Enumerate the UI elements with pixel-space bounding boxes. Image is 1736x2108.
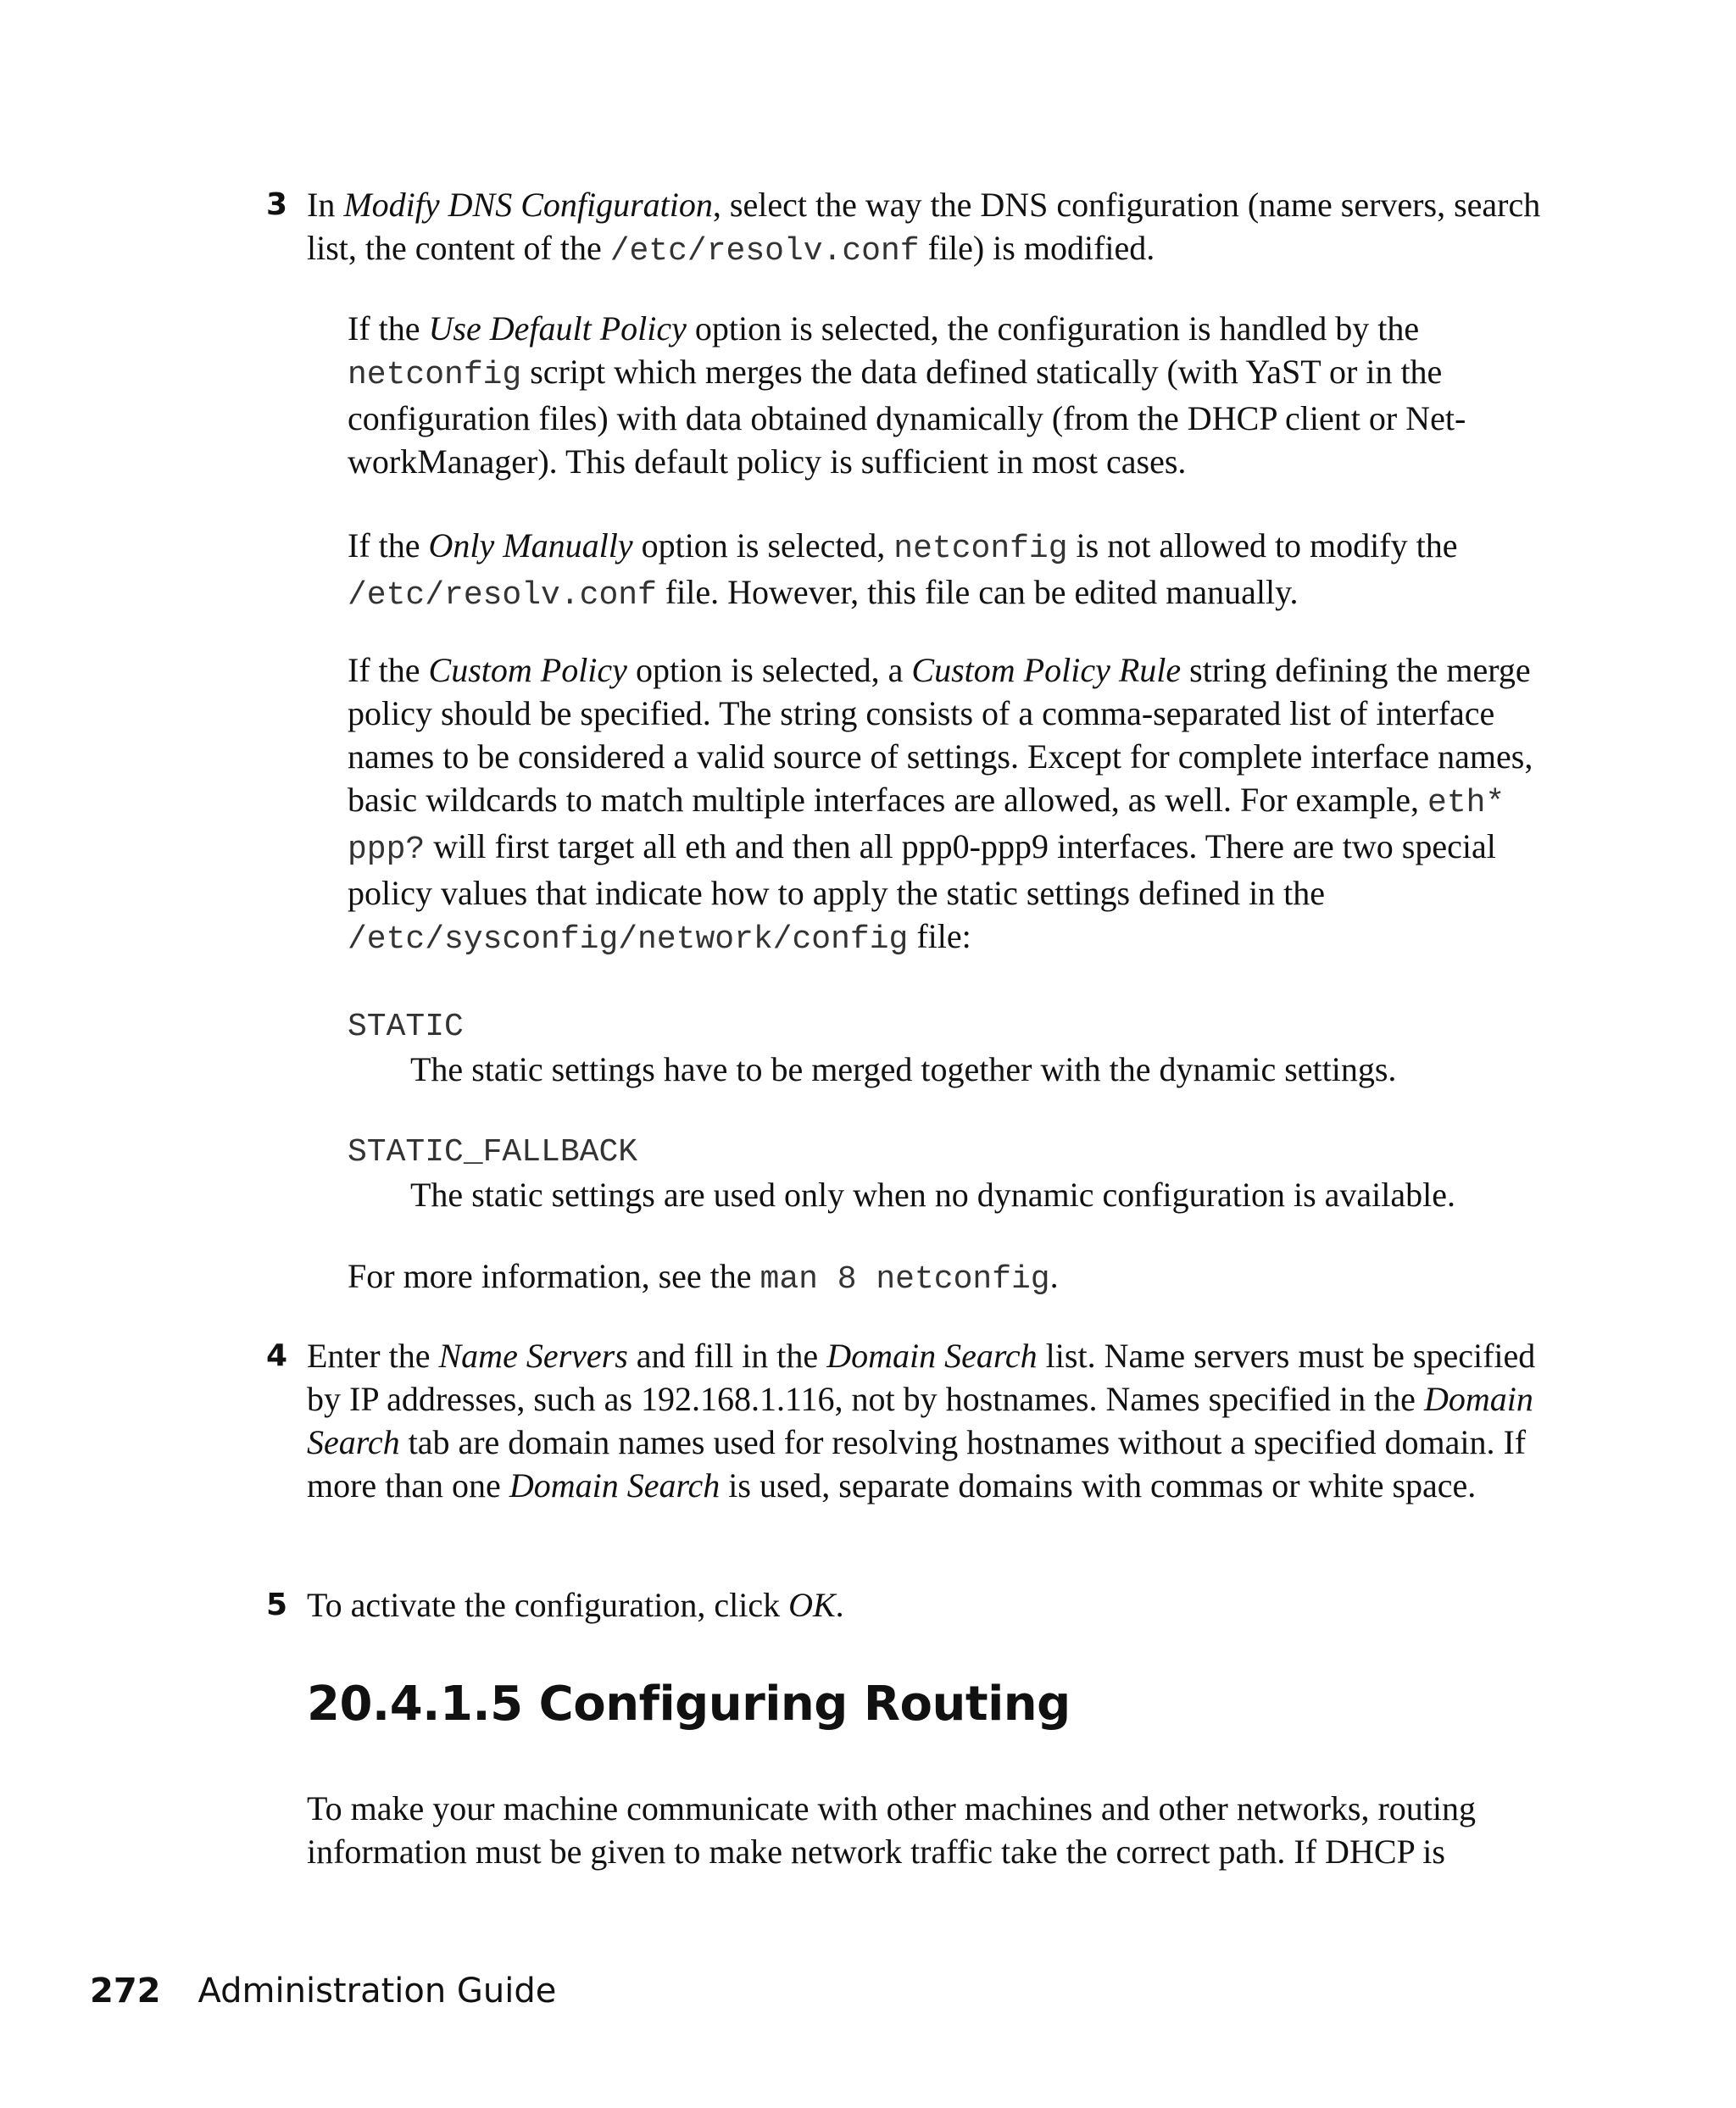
paragraph-default-policy: If the Use Default Policy option is selected, the configuration is handled by the netconfig script which merges the data defined statically (with YaST or in the configuration files) with data obtained dynamically (from the DHCP client or NetworkManager). This default policy is sufficient in most cases. <box>348 309 1466 481</box>
code-path: /etc/resolv.conf <box>348 577 657 614</box>
paragraph-custom-policy: If the Custom Policy option is selected, a Custom Policy Rule string defining the merge policy should be specified. The string consists of a comma-separated list of interface names to be considered a valid source of settings. Except for complete interface names, basic wildcards to match multiple interfaces are allowed, as well. For example, eth* ppp? will first target all eth and then all ppp0-ppp9 interfaces. There are two special policy values that indicate how to apply the static settings defined in the /etc/sysconfig/network/config file: <box>348 651 1533 958</box>
step-3-text: In Modify DNS Configuration, select the way the DNS configuration (name servers, search list, the content of the /etc/resolv.conf file) is modified. <box>307 186 1541 270</box>
step-5 <box>266 1583 1553 1627</box>
code-path: /etc/sysconfig/network/config <box>348 921 909 958</box>
page-number: 272 <box>90 1972 161 2011</box>
page-footer <box>90 1970 556 2012</box>
code-path: /etc/resolv.conf <box>609 233 920 270</box>
definition-description: The static settings have to be merged together with the dynamic settings. <box>410 1050 1397 1088</box>
code-man-page: man 8 netconfig <box>760 1261 1050 1298</box>
definition-term: STATIC_FALLBACK <box>348 1134 638 1171</box>
step-4-text: Enter the Name Servers and fill in the Domain Search list. Name servers must be specified by IP addresses, such as 192.168.1.116, not by hostnames. Names specified in the Domain Search tab are domain names used for resolving hostnames without a specified domain. If more than one Domain Search is used, separate domains with commas or white space. <box>307 1337 1536 1505</box>
paragraph-routing: To make your machine communicate with other machines and other networks, routing information must be given to make network traffic take the correct path. If DHCP is <box>307 1789 1477 1871</box>
definition-term: STATIC <box>348 1009 464 1045</box>
step-number: 5 <box>266 1588 288 1622</box>
step-number: 3 <box>266 187 288 222</box>
step-5-text: To activate the configuration, click OK. <box>307 1586 844 1624</box>
code-example: eth* ppp? <box>348 785 1505 868</box>
step-3 <box>266 183 1553 273</box>
step-number: 4 <box>266 1338 288 1373</box>
paragraph-only-manually: If the Only Manually option is selected, netconfig is not allowed to modify the /etc/resolv.conf file. However, this file can be edited manually. <box>348 526 1458 614</box>
paragraph-more-info: For more information, see the man 8 netconfig. <box>348 1257 1059 1298</box>
definition-description: The static settings are used only when no dynamic configuration is available. <box>410 1176 1455 1214</box>
footer-title: Administration Guide <box>198 1972 557 2011</box>
step-4 <box>266 1334 1553 1507</box>
code-netconfig: netconfig <box>893 531 1068 567</box>
code-netconfig: netconfig <box>348 357 522 393</box>
section-heading: 20.4.1.5 Configuring Routing <box>307 1677 1071 1732</box>
